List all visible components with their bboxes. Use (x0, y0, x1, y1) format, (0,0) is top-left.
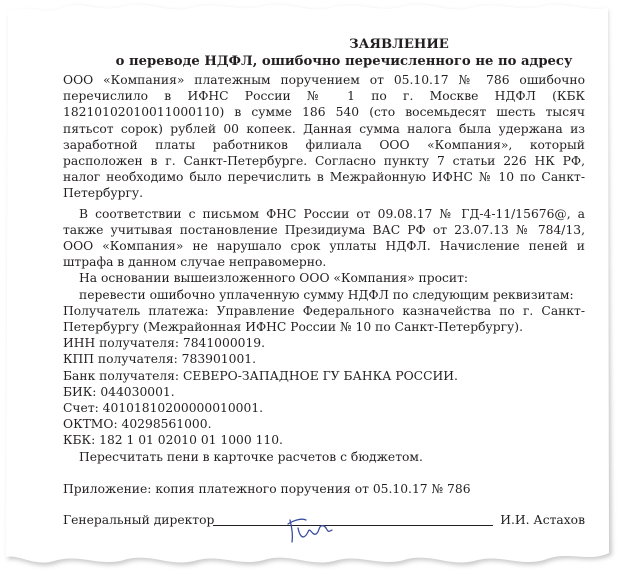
signer-position: Генеральный директор (63, 513, 215, 527)
handwritten-signature (284, 508, 344, 548)
kbk-code: КБК: 182 1 01 02010 01 1000 110. (63, 433, 283, 448)
document-subtitle: о переводе НДФЛ, ошибочно перечисленного не по адресу (115, 54, 573, 69)
bank-account: Счет: 40101810200000010001. (63, 401, 264, 416)
oktmo-code: ОКТМО: 40298561000. (63, 417, 212, 432)
bank-bik: БИК: 044030001. (63, 384, 175, 399)
request-transfer: перевести ошибочно уплаченную сумму НДФЛ по следующим реквизитам: (79, 287, 574, 302)
recipient-details: Получатель платежа: Управление Федерального казначейства по г. Санкт-Петербургу (Межрайонная ИФНС России № 10 по Санкт-Петербургу). (63, 303, 585, 335)
request-recalculate: Пересчитать пени в карточке расчетов с бюджетом. (79, 449, 423, 464)
paragraph-erroneous-payment: ООО «Компания» платежным поручением от 05.10.17 № 786 ошибочно перечислило в ИФНС России № 1 по г. Москве НДФЛ (КБК 18210102010011000110) в сумме 186 540 (сто восемьдесят шесть тысяч пятьсот сорок) рублей 00 копеек. Данная сумма налога была удержана из заработной платы работников филиала ООО «Компания», который расположен в г. Санкт-Петербурге. Согласно пункту 7 статьи 226 НК РФ, налог необходимо было перечислить в Межрайонную ИФНС № 10 по Санкт-Петербургу. (63, 73, 585, 201)
recipient-inn: ИНН получателя: 7841000019. (63, 336, 266, 351)
document-body (63, 36, 585, 497)
recipient-bank: Банк получателя: СЕВЕРО-ЗАПАДНОЕ ГУ БАНКА РОССИИ. (63, 368, 458, 383)
document-title: ЗАЯВЛЕНИЕ (349, 37, 449, 52)
paragraph-legal-basis: В соответствии с письмом ФНС России от 09.08.17 № ГД-4-11/15676@, а также учитывая постановление Президиума ВАС РФ от 23.07.13 № 784/13, ООО «Компания» не нарушало срок уплаты НДФЛ. Начисление пеней и штрафа в данном случае неправомерно. (63, 206, 585, 270)
signer-name: И.И. Астахов (500, 513, 585, 527)
signature-line (213, 525, 493, 526)
attachment-line: Приложение: копия платежного поручения от 05.10.17 № 786 (63, 481, 471, 496)
request-intro: На основании вышеизложенного ООО «Компания» просит: (79, 271, 469, 286)
recipient-kpp: КПП получателя: 783901001. (63, 352, 257, 367)
